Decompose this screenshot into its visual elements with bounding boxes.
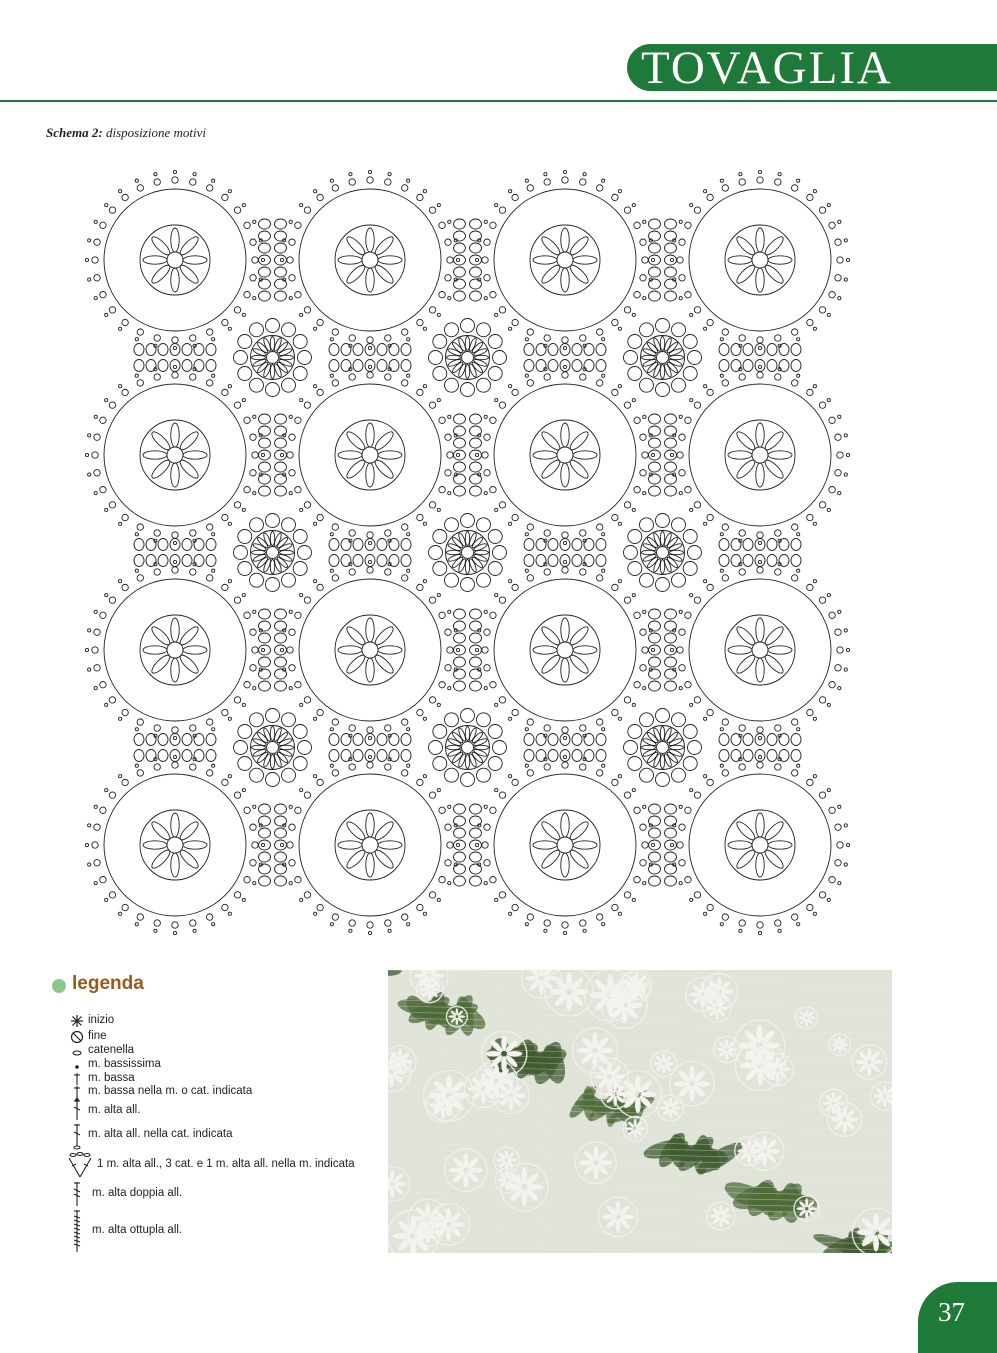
motif-layout-diagram — [75, 160, 865, 940]
legend-item-start: inizio — [88, 1014, 115, 1026]
round-motif — [670, 365, 849, 544]
daisy-motif — [234, 514, 312, 592]
chain-icon — [70, 1046, 84, 1060]
round-motif — [475, 365, 654, 544]
round-motif — [280, 560, 459, 739]
legend-item-end: fine — [88, 1030, 107, 1042]
daisy-motif — [234, 709, 312, 787]
round-motif — [670, 755, 849, 934]
round-motif — [85, 170, 264, 349]
treble-icon — [70, 1098, 84, 1122]
round-motif — [475, 170, 654, 349]
legend-item-single-crochet: m. bassa — [88, 1072, 135, 1084]
schema-label: Schema 2: — [46, 125, 103, 140]
round-motif — [670, 560, 849, 739]
legend-item-treble-cluster: 1 m. alta all., 3 cat. e 1 m. alta all. nella m. indicata — [97, 1158, 355, 1170]
round-motif — [475, 560, 654, 739]
page-number: 37 — [938, 1297, 965, 1327]
end-icon — [70, 1030, 84, 1044]
round-motif — [280, 365, 459, 544]
round-motif — [280, 755, 459, 934]
legend-item-double-treble: m. alta doppia all. — [92, 1187, 183, 1199]
treble-indicated-icon — [70, 1122, 84, 1150]
header-rule — [0, 100, 997, 102]
daisy-motif — [429, 319, 507, 397]
round-motif — [670, 170, 849, 349]
legend-item-octuple-treble: m. alta ottupla all. — [92, 1224, 183, 1236]
daisy-motif — [624, 514, 702, 592]
daisy-motif — [429, 709, 507, 787]
legend-item-treble: m. alta all. — [88, 1104, 141, 1116]
start-icon — [70, 1014, 84, 1028]
treble-cluster-icon — [64, 1150, 96, 1180]
joining-chains — [134, 219, 801, 886]
round-motif — [280, 170, 459, 349]
legend-item-single-crochet-indicated: m. bassa nella m. o cat. indicata — [88, 1085, 253, 1097]
legend-item-treble-indicated: m. alta all. nella cat. indicata — [88, 1128, 233, 1140]
daisy-motif — [624, 709, 702, 787]
legend-item-slip-stitch: m. bassissima — [88, 1058, 161, 1070]
tablecloth-photo — [388, 970, 892, 1253]
page-title: TOVAGLIA — [641, 42, 893, 94]
schema-caption — [46, 125, 206, 141]
legend-item-chain: catenella — [88, 1044, 135, 1056]
daisy-motif — [234, 319, 312, 397]
lace-photo-illustration — [388, 970, 892, 1253]
legend-bullet-icon — [52, 979, 66, 993]
round-motif — [85, 365, 264, 544]
round-motif — [85, 755, 264, 934]
daisy-motif — [429, 514, 507, 592]
octuple-treble-icon — [70, 1208, 84, 1254]
round-motif — [475, 755, 654, 934]
schema-text: disposizione motivi — [105, 125, 206, 140]
daisy-motif — [624, 319, 702, 397]
double-treble-icon — [70, 1180, 84, 1208]
round-motif — [85, 560, 264, 739]
legend-title: legenda — [72, 973, 144, 994]
